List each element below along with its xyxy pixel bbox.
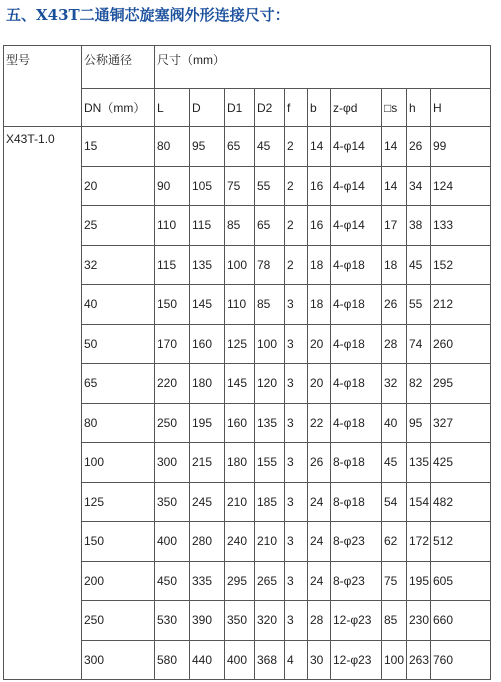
cell-z-phid: 8-φ23	[331, 561, 382, 601]
cell-D1: 350	[225, 601, 255, 641]
cell-h: 34	[407, 166, 431, 206]
cell-h: 195	[407, 561, 431, 601]
dimensions-table	[3, 45, 491, 680]
cell-D2: 368	[255, 640, 285, 680]
cell-L: 400	[155, 522, 190, 562]
cell-s: 40	[382, 403, 407, 443]
cell-D: 160	[190, 324, 225, 364]
cell-D1: 240	[225, 522, 255, 562]
cell-L: 115	[155, 245, 190, 285]
cell-H: 295	[431, 364, 491, 404]
cell-dn: 100	[82, 443, 155, 483]
cell-dn: 50	[82, 324, 155, 364]
cell-D1: 210	[225, 482, 255, 522]
cell-h: 82	[407, 364, 431, 404]
cell-H: 512	[431, 522, 491, 562]
cell-L: 250	[155, 403, 190, 443]
cell-s: 54	[382, 482, 407, 522]
cell-f: 3	[285, 364, 308, 404]
cell-f: 3	[285, 324, 308, 364]
cell-s: 85	[382, 601, 407, 641]
cell-b: 24	[308, 522, 331, 562]
cell-H: 212	[431, 285, 491, 325]
cell-z-phid: 4-φ18	[331, 403, 382, 443]
cell-L: 580	[155, 640, 190, 680]
model-cell: X43T-1.0	[4, 127, 82, 680]
cell-s: 17	[382, 206, 407, 246]
header-col-D1: D1	[225, 89, 255, 127]
cell-D: 440	[190, 640, 225, 680]
cell-D2: 120	[255, 364, 285, 404]
cell-D1: 75	[225, 166, 255, 206]
cell-b: 22	[308, 403, 331, 443]
cell-H: 660	[431, 601, 491, 641]
cell-D2: 320	[255, 601, 285, 641]
header-col-h: h	[407, 89, 431, 127]
cell-f: 2	[285, 166, 308, 206]
cell-D2: 155	[255, 443, 285, 483]
cell-b: 24	[308, 561, 331, 601]
cell-dn: 150	[82, 522, 155, 562]
cell-h: 38	[407, 206, 431, 246]
cell-f: 2	[285, 206, 308, 246]
cell-D2: 135	[255, 403, 285, 443]
cell-b: 28	[308, 601, 331, 641]
cell-D: 135	[190, 245, 225, 285]
cell-b: 16	[308, 166, 331, 206]
cell-z-phid: 4-φ14	[331, 166, 382, 206]
header-col-b: b	[308, 89, 331, 127]
cell-b: 16	[308, 206, 331, 246]
cell-s: 45	[382, 443, 407, 483]
header-model: 型号	[4, 46, 82, 127]
cell-s: 32	[382, 364, 407, 404]
cell-D2: 85	[255, 285, 285, 325]
cell-D: 335	[190, 561, 225, 601]
cell-D: 115	[190, 206, 225, 246]
cell-dn: 15	[82, 127, 155, 167]
cell-D: 215	[190, 443, 225, 483]
cell-D1: 110	[225, 285, 255, 325]
cell-D1: 100	[225, 245, 255, 285]
cell-D2: 65	[255, 206, 285, 246]
header-col-L: L	[155, 89, 190, 127]
cell-f: 3	[285, 561, 308, 601]
cell-L: 170	[155, 324, 190, 364]
cell-D2: 210	[255, 522, 285, 562]
cell-dn: 40	[82, 285, 155, 325]
cell-D1: 180	[225, 443, 255, 483]
cell-h: 95	[407, 403, 431, 443]
section-heading: 五、X43T二通铜芯旋塞阀外形连接尺寸：	[6, 6, 290, 24]
header-col-D2: D2	[255, 89, 285, 127]
cell-h: 26	[407, 127, 431, 167]
cell-h: 172	[407, 522, 431, 562]
cell-L: 90	[155, 166, 190, 206]
header-col-s: □s	[382, 89, 407, 127]
cell-H: 133	[431, 206, 491, 246]
cell-D: 390	[190, 601, 225, 641]
cell-f: 4	[285, 640, 308, 680]
cell-s: 18	[382, 245, 407, 285]
cell-z-phid: 4-φ14	[331, 206, 382, 246]
cell-b: 18	[308, 245, 331, 285]
cell-dn: 20	[82, 166, 155, 206]
cell-D1: 85	[225, 206, 255, 246]
cell-D1: 65	[225, 127, 255, 167]
cell-z-phid: 8-φ23	[331, 522, 382, 562]
cell-h: 154	[407, 482, 431, 522]
cell-s: 100	[382, 640, 407, 680]
cell-D1: 125	[225, 324, 255, 364]
cell-H: 760	[431, 640, 491, 680]
cell-z-phid: 4-φ18	[331, 245, 382, 285]
cell-s: 14	[382, 127, 407, 167]
cell-h: 135	[407, 443, 431, 483]
cell-D2: 185	[255, 482, 285, 522]
cell-dn: 65	[82, 364, 155, 404]
cell-z-phid: 8-φ18	[331, 443, 382, 483]
header-col-H: H	[431, 89, 491, 127]
cell-D2: 45	[255, 127, 285, 167]
cell-H: 99	[431, 127, 491, 167]
cell-z-phid: 12-φ23	[331, 601, 382, 641]
cell-f: 3	[285, 482, 308, 522]
cell-D: 280	[190, 522, 225, 562]
cell-D: 245	[190, 482, 225, 522]
cell-L: 530	[155, 601, 190, 641]
cell-z-phid: 4-φ14	[331, 127, 382, 167]
cell-D: 105	[190, 166, 225, 206]
cell-L: 110	[155, 206, 190, 246]
cell-dn: 200	[82, 561, 155, 601]
cell-D: 195	[190, 403, 225, 443]
cell-D: 180	[190, 364, 225, 404]
cell-h: 55	[407, 285, 431, 325]
cell-H: 152	[431, 245, 491, 285]
cell-b: 24	[308, 482, 331, 522]
cell-D1: 160	[225, 403, 255, 443]
header-dn-mm: DN（mm）	[82, 89, 155, 127]
cell-L: 220	[155, 364, 190, 404]
cell-D1: 295	[225, 561, 255, 601]
cell-h: 230	[407, 601, 431, 641]
header-size-mm: 尺寸（mm）	[155, 46, 491, 89]
cell-H: 482	[431, 482, 491, 522]
header-nominal-diameter: 公称通径	[82, 46, 155, 89]
cell-H: 327	[431, 403, 491, 443]
cell-dn: 250	[82, 601, 155, 641]
cell-L: 80	[155, 127, 190, 167]
cell-dn: 80	[82, 403, 155, 443]
cell-dn: 300	[82, 640, 155, 680]
cell-f: 3	[285, 522, 308, 562]
cell-H: 124	[431, 166, 491, 206]
cell-L: 450	[155, 561, 190, 601]
cell-s: 75	[382, 561, 407, 601]
header-col-z-phid: z-φd	[331, 89, 382, 127]
cell-h: 263	[407, 640, 431, 680]
cell-z-phid: 8-φ18	[331, 482, 382, 522]
cell-dn: 125	[82, 482, 155, 522]
cell-b: 20	[308, 324, 331, 364]
cell-D2: 265	[255, 561, 285, 601]
cell-f: 3	[285, 285, 308, 325]
cell-z-phid: 4-φ18	[331, 285, 382, 325]
cell-b: 26	[308, 443, 331, 483]
cell-D: 95	[190, 127, 225, 167]
header-col-D: D	[190, 89, 225, 127]
cell-z-phid: 12-φ23	[331, 640, 382, 680]
header-col-f: f	[285, 89, 308, 127]
cell-b: 30	[308, 640, 331, 680]
cell-L: 300	[155, 443, 190, 483]
cell-D1: 145	[225, 364, 255, 404]
cell-L: 350	[155, 482, 190, 522]
cell-H: 260	[431, 324, 491, 364]
cell-f: 3	[285, 601, 308, 641]
cell-z-phid: 4-φ18	[331, 324, 382, 364]
cell-f: 2	[285, 245, 308, 285]
cell-L: 150	[155, 285, 190, 325]
cell-f: 3	[285, 403, 308, 443]
cell-z-phid: 4-φ18	[331, 364, 382, 404]
cell-f: 2	[285, 127, 308, 167]
cell-D2: 55	[255, 166, 285, 206]
cell-dn: 32	[82, 245, 155, 285]
cell-H: 605	[431, 561, 491, 601]
cell-s: 62	[382, 522, 407, 562]
cell-b: 14	[308, 127, 331, 167]
cell-D1: 400	[225, 640, 255, 680]
table-row	[4, 127, 491, 167]
cell-h: 45	[407, 245, 431, 285]
cell-s: 26	[382, 285, 407, 325]
cell-s: 14	[382, 166, 407, 206]
cell-f: 3	[285, 443, 308, 483]
cell-b: 20	[308, 364, 331, 404]
cell-s: 28	[382, 324, 407, 364]
cell-dn: 25	[82, 206, 155, 246]
cell-H: 425	[431, 443, 491, 483]
cell-b: 18	[308, 285, 331, 325]
cell-h: 74	[407, 324, 431, 364]
cell-D2: 78	[255, 245, 285, 285]
header-row-1	[4, 46, 491, 89]
cell-D: 145	[190, 285, 225, 325]
cell-D2: 100	[255, 324, 285, 364]
